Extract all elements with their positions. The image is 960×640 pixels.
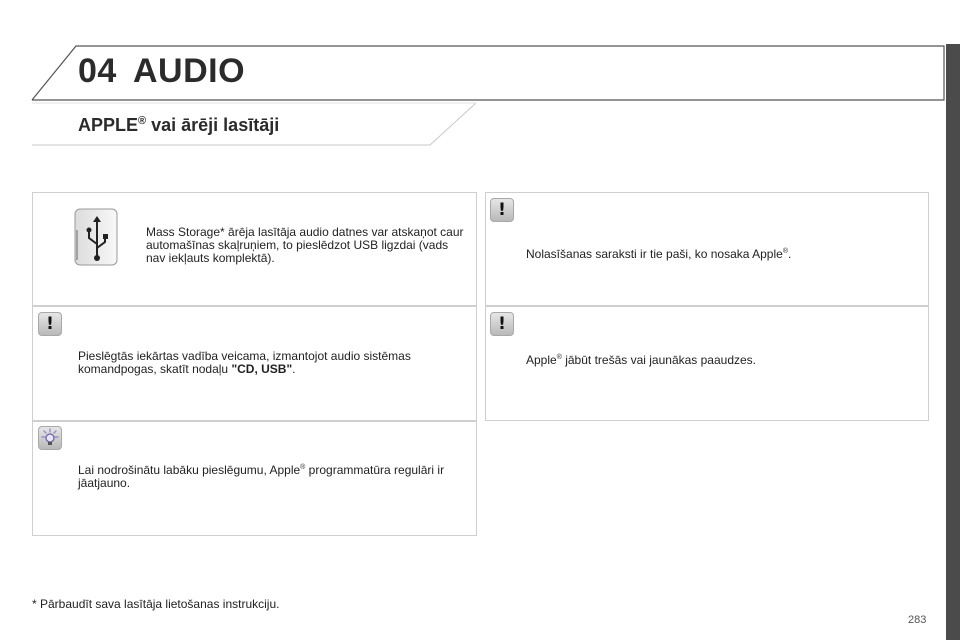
exclamation-icon xyxy=(490,312,514,336)
chapter-title: AUDIO xyxy=(133,52,246,90)
control-chapter-ref: "CD, USB" xyxy=(231,362,293,376)
generation-warning-text xyxy=(526,354,916,367)
lists-warning-text xyxy=(526,248,916,261)
exclamation-glyph: ! xyxy=(498,200,506,220)
exclamation-glyph: ! xyxy=(498,314,506,334)
exclamation-icon xyxy=(38,312,62,336)
lists-registered-mark: ® xyxy=(782,248,788,255)
generation-text-pre: Apple xyxy=(526,353,557,367)
tip-text xyxy=(78,464,468,490)
section-title-main: APPLE xyxy=(78,115,139,135)
section-title xyxy=(78,115,279,136)
control-warning-text xyxy=(78,350,458,376)
usb-icon xyxy=(74,208,118,266)
exclamation-icon xyxy=(490,198,514,222)
tip-text-post: programmatūra regulāri ir jāatjauno. xyxy=(78,463,445,490)
chapter-number: 04 xyxy=(78,52,117,90)
page-number: 283 xyxy=(908,614,927,626)
control-text-pre: Pieslēgtās iekārtas vadība veicama, izmantojot audio sistēmas komandpogas, skatīt nodaļu xyxy=(78,349,411,376)
usb-info-text: Mass Storage* ārēja lasītāja audio datnes var atskaņot caur automašīnas skaļruņiem, to pieslēdzot USB ligzdai (vads nav iekļauts komplektā). xyxy=(146,225,464,265)
tip-text-pre: Lai nodrošinātu labāku pieslēgumu, Apple xyxy=(78,463,301,477)
tip-registered-mark: ® xyxy=(300,464,306,471)
registered-mark: ® xyxy=(138,115,147,127)
chapter-side-bar xyxy=(946,44,960,640)
light-bulb-icon xyxy=(38,426,62,450)
control-text-post: . xyxy=(292,362,296,376)
footnote: * Pārbaudīt sava lasītāja lietošanas instrukciju. xyxy=(32,597,280,611)
generation-text-post: jābūt trešās vai jaunākas paaudzes. xyxy=(561,353,756,367)
exclamation-glyph: ! xyxy=(46,314,54,334)
lists-text-pre: Nolasīšanas saraksti ir tie paši, ko nosaka Apple xyxy=(526,247,783,261)
section-title-rest: vai ārēji lasītāji xyxy=(146,115,280,135)
lists-text-post: . xyxy=(787,247,792,261)
generation-registered-mark: ® xyxy=(556,354,562,361)
